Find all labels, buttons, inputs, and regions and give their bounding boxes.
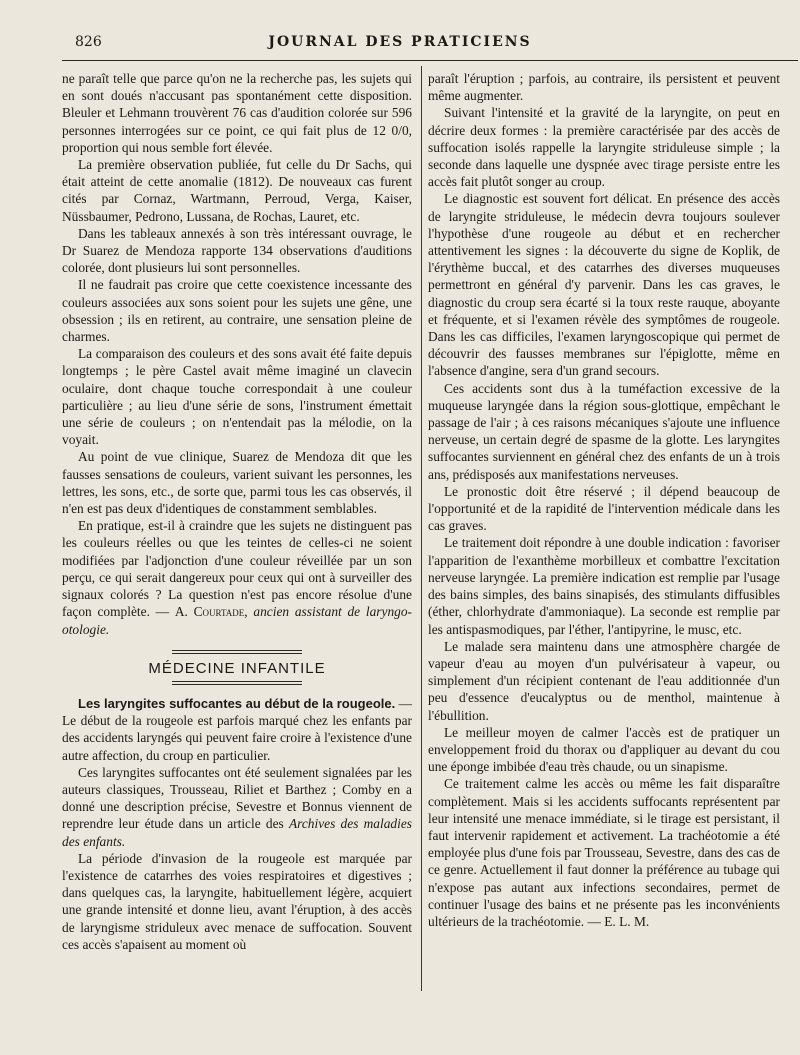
- paragraph-with-signature: [62, 517, 412, 637]
- paragraph: La comparaison des couleurs et des sons avait été faite depuis longtemps ; le père Castel avait même imaginé un clavecin oculaire, dont chaque touche correspondait à une couleur particulière ; au lieu d'une série de sons, l'instrument émettait une série de couleurs ; on n'entendait pas la mélodie, on la voyait.: [62, 346, 412, 448]
- left-column: [62, 70, 412, 953]
- section-title: MÉDECINE INFANTILE: [148, 659, 326, 677]
- paragraph: Il ne faudrait pas croire que cette coexistence incessante des couleurs associées aux sons soient pour les sujets une gêne, une obsession ; ils en retirent, au contraire, une sensation pleine de charmes.: [62, 277, 412, 345]
- section-heading-block: [62, 650, 412, 685]
- right-column: [428, 70, 780, 930]
- paragraph: La première observation publiée, fut celle du Dr Sachs, qui était atteint de cette anomalie (1812). De nouveaux cas furent cités par Cornaz, Wartmann, Perroud, Verga, Kaiser, Nüssbaumer, Pedrono, Lussana, de Rochas, Lauret, etc.: [62, 157, 412, 224]
- paragraph: paraît l'éruption ; parfois, au contraire, ils persistent et peuvent même augmenter.: [428, 71, 780, 104]
- paragraph-text: Ces laryngites suffocantes ont été seulement signalées par les auteurs classiques, Trousseau, Riliet et Barthez ; Comby en a donné une description précise, Sevestre et Bonnus viennent de reprendre leur étude dans un article des: [62, 764, 412, 832]
- paragraph: Ces accidents sont dus à la tuméfaction excessive de la muqueuse laryngée dans la région sous-glottique, empêchant le passage de l'air ; à ces raisons mécaniques s'ajoute une influence nerveuse, un certain degré de spasme de la glotte. Les laryngites suffocantes surviennent en général chez des enfants de un à trois ans, prédisposés aux manifestations nerveuses.: [428, 380, 780, 482]
- page-number: 826: [75, 34, 102, 50]
- paragraph: Le diagnostic est souvent fort délicat. En présence des accès de laryngite striduleuse, le médecin devra toujours soulever l'hypothèse d'une rougeole au début et en rechercher attentivement les signes : la découverte du signe de Koplik, de l'érythème buccal, et des catarrhes des diverses muqueuses permettront en général d'y parvenir. Dans les cas graves, le diagnostic du croup sera écarté si la toux reste rauque, aboyante et fréquente, et si l'examen révèle des symptômes de rougeole. Dans les cas difficiles, l'examen laryngoscopique qui permet de découvrir des fausses membranes sur l'épiglotte, même en l'absence d'angine, sera d'un grand secours.: [428, 191, 780, 379]
- paragraph: Le malade sera maintenu dans une atmosphère chargée de vapeur d'eau au moyen d'un pulvérisateur à vapeur, ou simplement d'un récipient contenant de l'eau additionnée d'un peu d'essence d'eucalyptus ou de menthol, maintenue à l'ébullition.: [428, 638, 780, 723]
- paragraph: Ce traitement calme les accès ou même les fait disparaître complètement. Mais si les accidents suffocants représentent par leur intensité une menace immédiate, si le tirage est persistant, il faut intervenir rapidement et activement. La trachéotomie a été employée plus d'une fois par Trousseau, Sevestre, dans des cas de ce genre. Actuellement il faut donner la préférence au tubage qui n'expose pas autant aux infections secondaires, permet de continuer l'usage des bains et ne présente pas les inconvénients ultérieurs de la trachéotomie. — E. L. M.: [428, 776, 780, 929]
- paragraph: ne paraît telle que parce qu'on ne la recherche pas, les sujets qui en sont doués n'accusant pas spontanément cette disposition. Bleuler et Lehmann trouvèrent 76 cas d'audition colorée sur 596 personnes interrogées sur ce point, ce qui fait plus de 12 0/0, proportion qui nous semble fort élevée.: [62, 71, 412, 155]
- paragraph: [62, 764, 412, 850]
- paragraph: La période d'invasion de la rougeole est marquée par l'existence de catarrhes des voies respiratoires et digestives ; dans quelques cas, la laryngite, habituellement légère, acquiert une grande intensité et donne lieu, avant l'éruption, à des accès de laryngisme striduleux avec menace de suffocation. Souvent ces accès s'apaisent au moment où: [62, 850, 412, 952]
- article-title: Les laryngites suffocantes au début de la rougeole.: [78, 695, 396, 711]
- journal-reference: Archives des maladies des enfants.: [62, 816, 412, 849]
- header-rule: [62, 60, 798, 61]
- column-divider: [421, 66, 422, 991]
- paragraph: Suivant l'intensité et la gravité de la laryngite, on peut en décrire deux formes : la première caractérisée par des accès de suffocation isolés rappelle la laryngite striduleuse simple ; la seconde dans laquelle une dyspnée avec tirage persiste entre les accès fait plutôt songer au croup.: [428, 105, 780, 190]
- paragraph: Au point de vue clinique, Suarez de Mendoza dit que les fausses sensations de couleurs, varient suivant les personnes, les lettres, les sons, etc., de sorte que, parmi tous les cas observés, il n'en est pas deux d'identiques de constamment semblables.: [62, 449, 412, 517]
- author-role: ancien assistant de laryngo-otologie.: [62, 604, 413, 637]
- section-rule-top: [172, 650, 302, 654]
- paragraph: Le meilleur moyen de calmer l'accès est de pratiquer un enveloppement froid du thorax ou d'appliquer au devant du cou une éponge imbibée d'eau très chaude, ou un sinapisme.: [428, 724, 780, 775]
- paragraph-text: En pratique, est-il à craindre que les sujets ne distinguent pas les couleurs réelles ou que les teintes de celles-ci ne soient modifiées par l'adjonction d'une couleur réveillée par un son perçu, ce qui serait dangereux pour ceux qui ont à surveiller des signaux colorés ? La question n'est pas encore résolue d'une façon complète. —: [62, 518, 412, 620]
- paragraph: Le pronostic doit être réservé ; il dépend beaucoup de l'opportunité et de la rapidité de l'intervention médicale dans les cas graves.: [428, 483, 780, 534]
- journal-title: JOURNAL DES PRATICIENS: [268, 34, 532, 50]
- page-header: [0, 28, 800, 58]
- author-name: A. Courtade,: [174, 604, 248, 620]
- paragraph: Dans les tableaux annexés à son très intéressant ouvrage, le Dr Suarez de Mendoza rapporte 134 observations d'auditions colorée, dont plusieurs lui sont personnelles.: [62, 225, 412, 276]
- paragraph-text: — Le début de la rougeole est parfois marqué chez les enfants par des accidents laryngés qui peuvent faire croire à l'existence d'une autre affection, du croup en particulier.: [62, 695, 412, 763]
- section-rule-bottom: [172, 681, 302, 685]
- article-lead-paragraph: [62, 695, 412, 764]
- paragraph: Le traitement doit répondre à une double indication : favoriser l'apparition de l'exanthème morbilleux et combattre l'excitation nerveuse laryngée. La première indication est remplie par l'usage des bains simples, des bains sinapisés, des stimulants diffusibles (éther, chlorhydrate d'ammoniaque). La seconde est remplie par les antispasmodiques, par l'éther, l'antipyrine, le musc, etc.: [428, 535, 780, 637]
